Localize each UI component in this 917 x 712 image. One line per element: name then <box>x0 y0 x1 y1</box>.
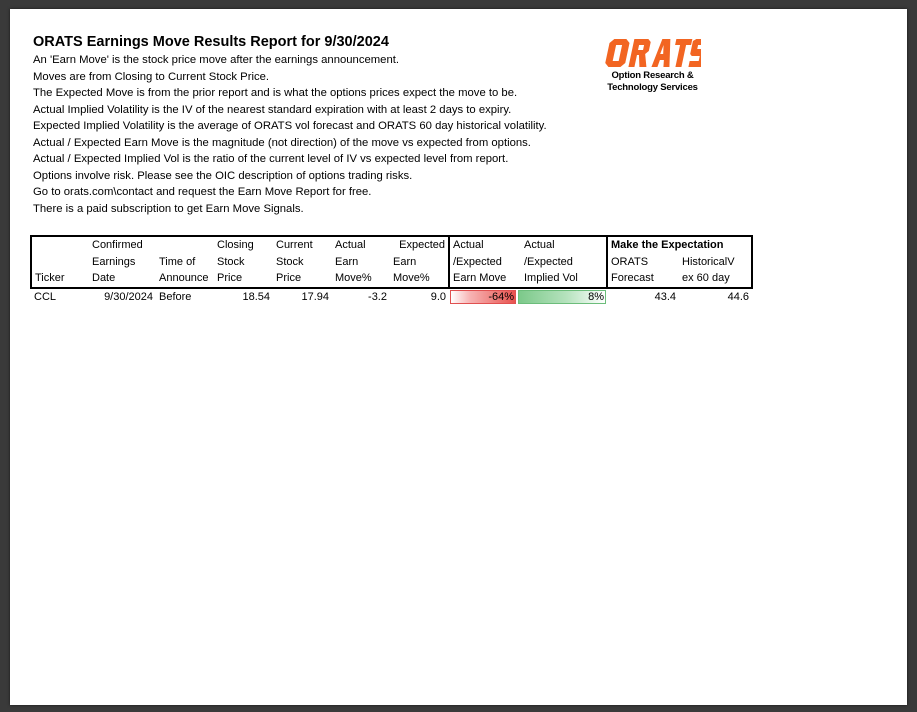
earnings-move-table <box>30 235 753 305</box>
report-page <box>10 9 907 705</box>
logo-tagline-2: Technology Services <box>607 82 698 93</box>
report-notes <box>33 52 593 217</box>
header-earnings-date: Confirmed <box>89 236 156 254</box>
cell-actual-expected-implied-vol-value: 8% <box>588 290 604 303</box>
note-line: There is a paid subscription to get Earn Move Signals. <box>33 202 304 215</box>
header-actual-expected-implied-vol: /Expected <box>524 255 573 268</box>
cell-actual-expected-earn-move-value: -64% <box>488 290 514 303</box>
orats-logo <box>600 36 705 94</box>
header-expected-move: Move% <box>390 270 449 288</box>
cell-actual-move: -3.2 <box>368 290 387 303</box>
header-closing-price: Price <box>214 270 273 288</box>
cell-orats-forecast: 43.4 <box>654 290 676 303</box>
header-actual-expected-earn-move: /Expected <box>449 254 517 271</box>
header-actual-expected-earn-move: Earn Move <box>449 270 517 288</box>
header-closing-price: Stock <box>217 255 245 268</box>
header-group-make-expectation: Make the Expectation <box>607 236 752 254</box>
header-earnings-date: Date <box>89 270 156 288</box>
note-line: Moves are from Closing to Current Stock Price. <box>33 70 270 83</box>
note-line: The Expected Move is from the prior report and is what the options prices expect the move to be. <box>33 87 518 99</box>
note-line: Actual / Expected Implied Vol is the ratio of the current level of IV vs expected level from report. <box>33 153 509 165</box>
cell-expected-move: 9.0 <box>430 290 446 303</box>
logo-tagline-1: Option Research & <box>611 70 694 81</box>
header-ticker <box>31 236 89 254</box>
header-time-of-announce: Announce <box>156 270 214 288</box>
report-title: ORATS Earnings Move Results Report for 9/30/2024 <box>33 34 389 50</box>
note-line: Options involve risk. Please see the OIC description of options trading risks. <box>33 169 413 182</box>
orats-logo-icon <box>605 36 701 70</box>
table-row <box>31 288 752 306</box>
header-historical-vol: ex 60 day <box>679 270 752 288</box>
cell-ticker: CCL <box>34 290 57 303</box>
header-orats-forecast: ORATS <box>607 254 679 271</box>
header-expected-move: Earn <box>393 255 417 268</box>
header-time-of-announce: Time of <box>159 255 196 268</box>
note-line: Expected Implied Volatility is the average of ORATS vol forecast and ORATS 60 day historical volatility. <box>33 120 547 132</box>
header-current-price: Current <box>273 236 332 254</box>
header-historical-vol: HistoricalV <box>679 254 752 271</box>
header-actual-expected-earn-move: Actual <box>449 236 517 254</box>
header-actual-move: Actual <box>332 236 390 254</box>
header-current-price: Price <box>273 270 332 288</box>
cell-closing-price: 18.54 <box>242 290 270 303</box>
note-line: Go to orats.com\contact and request the Earn Move Report for free. <box>33 186 372 198</box>
cell-current-price: 17.94 <box>301 290 329 303</box>
header-ticker: Ticker <box>31 270 89 288</box>
note-line: Actual / Expected Earn Move is the magnitude (not direction) of the move vs expected from options. <box>33 136 531 149</box>
header-expected-move: Expected <box>390 236 449 254</box>
report-header <box>33 33 593 217</box>
header-actual-expected-implied-vol: Actual <box>517 236 607 254</box>
header-orats-forecast: Forecast <box>607 270 679 288</box>
note-line: Actual Implied Volatility is the IV of the nearest standard expiration with at least 2 days to expiry. <box>33 103 512 116</box>
header-time-of-announce <box>156 236 214 254</box>
cell-time-of-announce: Before <box>159 290 192 303</box>
cell-actual-expected-implied-vol <box>517 288 607 306</box>
cell-earnings-date: 9/30/2024 <box>104 290 153 303</box>
header-current-price: Stock <box>276 255 304 268</box>
cell-historical-vol: 44.6 <box>727 290 749 303</box>
header-closing-price: Closing <box>214 236 273 254</box>
note-line: An 'Earn Move' is the stock price move after the earnings announcement. <box>33 54 400 66</box>
header-actual-move: Move% <box>332 270 390 288</box>
header-earnings-date: Earnings <box>92 255 136 268</box>
header-actual-expected-implied-vol: Implied Vol <box>517 270 607 288</box>
header-actual-move: Earn <box>335 255 359 268</box>
cell-actual-expected-earn-move <box>449 288 517 306</box>
header-ticker <box>31 254 89 271</box>
